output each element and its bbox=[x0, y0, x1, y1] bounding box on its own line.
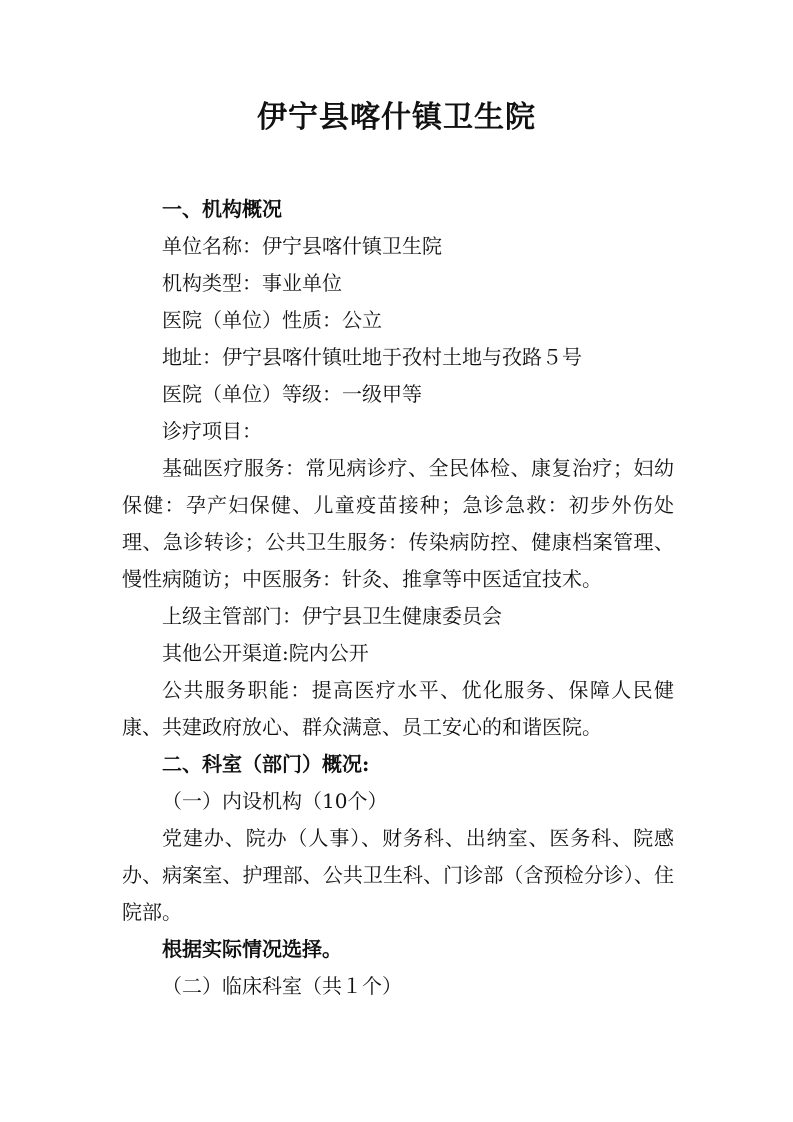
services-paragraph: 基础医疗服务：常见病诊疗、全民体检、康复治疗；妇幼保健：孕产妇保健、儿童疫苗接种；急诊急救：初步外伤处理、急诊转诊；公共卫生服务：传染病防控、健康档案管理、慢性病随访；中医服务：针灸、推拿等中医适宜技术。 bbox=[122, 456, 674, 591]
internal-departments-list: 党建办、院办（人事）、财务科、出纳室、医务科、院感办、病案室、护理部、公共卫生科、门诊部（含预检分诊）、住院部。 bbox=[122, 826, 674, 924]
section-heading-departments: 二、科室（部门）概况: bbox=[162, 752, 370, 776]
services-label: 诊疗项目： bbox=[162, 419, 262, 443]
public-duty-paragraph: 公共服务职能：提高医疗水平、优化服务、保障人民健康、共建政府放心、群众满意、员工安心的和谐医院。 bbox=[122, 678, 674, 739]
document-body bbox=[122, 191, 674, 1005]
document-title: 伊宁县喀什镇卫生院 bbox=[257, 100, 536, 135]
supervisor-line: 上级主管部门：伊宁县卫生健康委员会 bbox=[162, 604, 502, 628]
section-heading-overview: 一、机构概况 bbox=[162, 197, 282, 221]
grade-line: 医院（单位）等级：一级甲等 bbox=[162, 382, 422, 406]
unit-name-line: 单位名称：伊宁县喀什镇卫生院 bbox=[162, 234, 442, 258]
selection-note: 根据实际情况选择。 bbox=[162, 937, 342, 961]
clinical-departments-heading: （二）临床科室（共１个） bbox=[162, 974, 402, 998]
internal-departments-heading: （一）内设机构（10个） bbox=[162, 789, 388, 813]
address-line: 地址：伊宁县喀什镇吐地于孜村土地与孜路５号 bbox=[162, 345, 582, 369]
org-type-line: 机构类型：事业单位 bbox=[162, 271, 342, 295]
other-channels-line: 其他公开渠道:院内公开 bbox=[162, 641, 369, 665]
nature-line: 医院（单位）性质：公立 bbox=[162, 308, 382, 332]
